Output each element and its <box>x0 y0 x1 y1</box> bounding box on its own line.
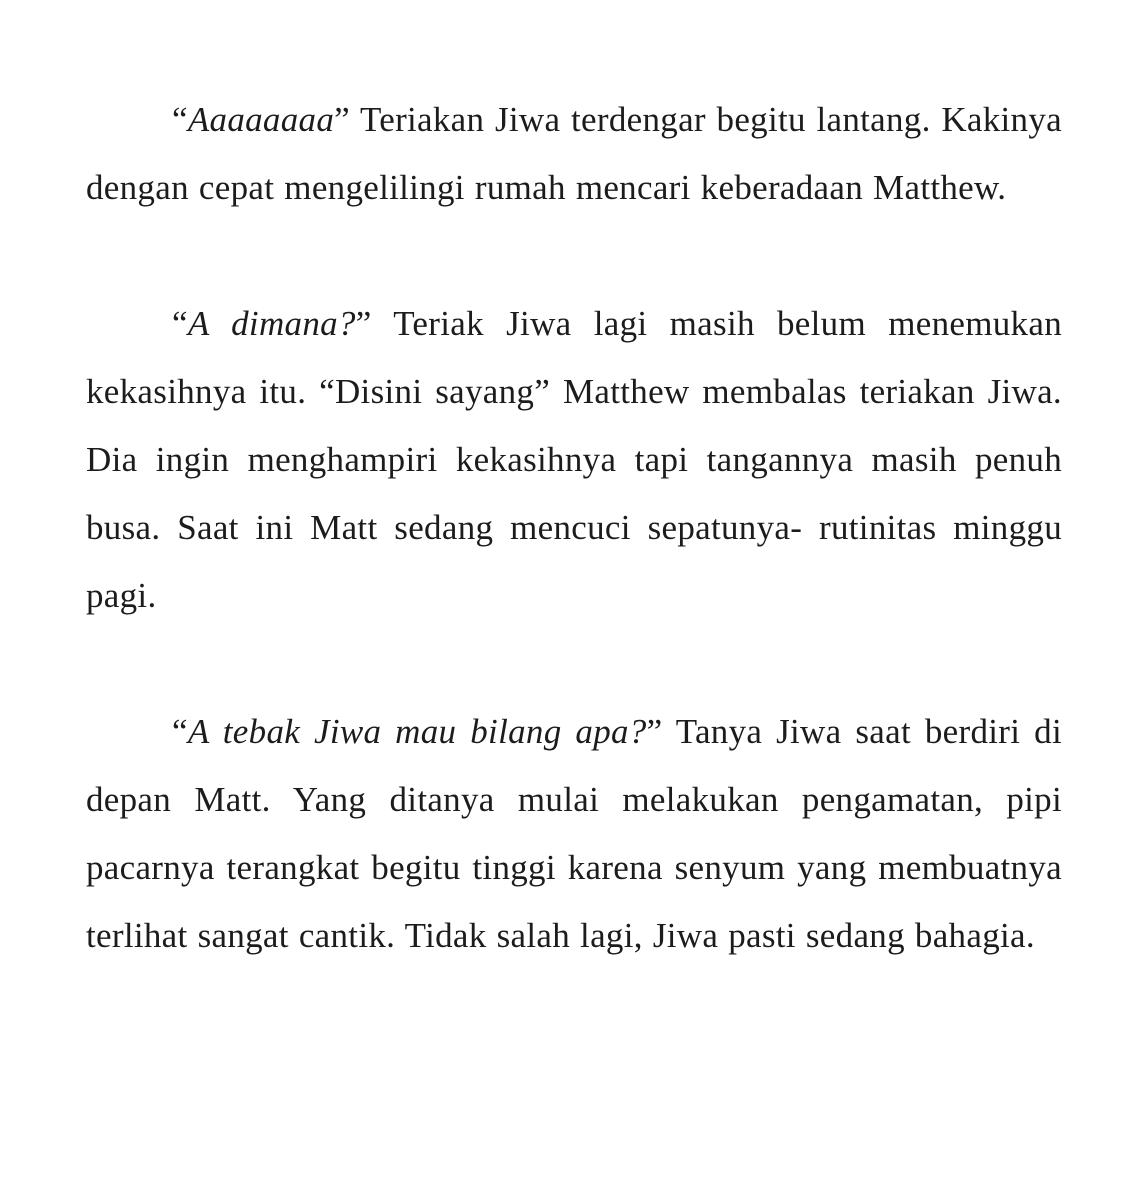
paragraph-2 <box>86 290 1062 630</box>
paragraph-1 <box>86 86 1062 222</box>
narration-text: ” Teriak Jiwa lagi masih belum menemukan kekasihnya itu. “Disini sayang” Matthew membalas teriakan Jiwa. Dia ingin menghampiri kekasihnya tapi tangannya masih penuh busa. Saat ini Matt sedang mencuci sepatunya- rutinitas minggu pagi. <box>86 304 1062 615</box>
narration-text: ” Tanya Jiwa saat berdiri di depan Matt. Yang ditanya mulai melakukan pengamatan, pipi pacarnya terangkat begitu tinggi karena senyum yang membuatnya terlihat sangat cantik. Tidak salah lagi, Jiwa pasti sedang bahagia. <box>86 712 1062 955</box>
paragraph-3 <box>86 698 1062 970</box>
italic-speech: A dimana? <box>187 304 356 343</box>
narration-text: ” Teriakan Jiwa terdengar begitu lantang. Kakinya dengan cepat mengelilingi rumah mencari keberadaan Matthew. <box>86 100 1062 207</box>
open-quote: “ <box>172 304 188 343</box>
document-page <box>86 86 1062 970</box>
italic-speech: Aaaaaaaa <box>187 100 335 139</box>
italic-speech: A tebak Jiwa mau bilang apa? <box>187 712 647 751</box>
open-quote: “ <box>172 712 188 751</box>
open-quote: “ <box>172 100 188 139</box>
